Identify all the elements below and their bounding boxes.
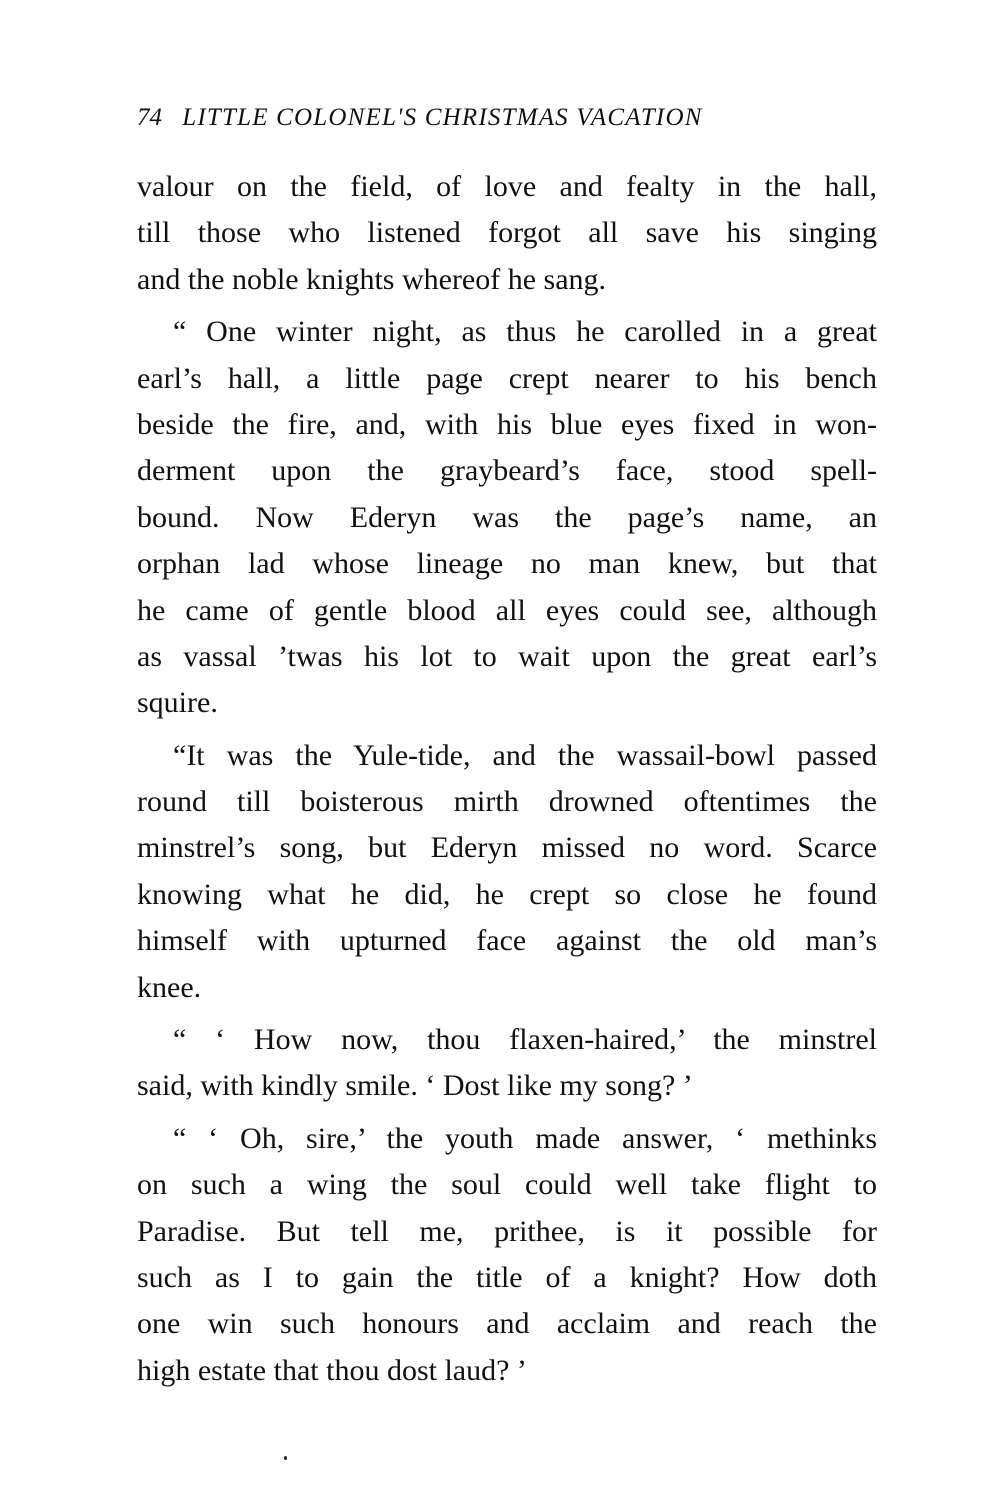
paragraph bbox=[137, 309, 877, 727]
paragraph bbox=[137, 1017, 877, 1110]
text-line: earl’s hall, a little page crept nearer to his bench bbox=[137, 361, 877, 395]
text-line: knowing what he did, he crept so close he found bbox=[137, 877, 877, 911]
text-line: high estate that thou dost laud? ’ bbox=[137, 1353, 527, 1387]
text-line: “It was the Yule-tide, and the wassail-bowl passed bbox=[173, 738, 877, 772]
ink-speck bbox=[284, 1456, 287, 1460]
running-title: LITTLE COLONEL'S CHRISTMAS VACATION bbox=[182, 104, 703, 131]
text-line: “ One winter night, as thus he carolled in a great bbox=[173, 315, 877, 349]
text-line: round till boisterous mirth drowned oftentimes the bbox=[137, 785, 877, 819]
body-text bbox=[137, 164, 877, 1394]
paragraph bbox=[137, 1116, 877, 1394]
text-line: “ ‘ How now, thou flaxen-haired,’ the minstrel bbox=[173, 1023, 877, 1057]
paragraph bbox=[137, 164, 877, 303]
text-line: valour on the field, of love and fealty in the hall, bbox=[137, 170, 877, 203]
text-line: orphan lad whose lineage no man knew, but that bbox=[137, 547, 877, 581]
paragraph bbox=[137, 733, 877, 1011]
text-line: one win such honours and acclaim and reach the bbox=[137, 1307, 877, 1341]
text-line: bound. Now Ederyn was the page’s name, an bbox=[137, 500, 877, 534]
text-line: Paradise. But tell me, prithee, is it possible for bbox=[137, 1214, 877, 1248]
running-head bbox=[137, 98, 877, 138]
text-line: himself with upturned face against the old man’s bbox=[137, 924, 877, 958]
text-line: said, with kindly smile. ‘ Dost like my song? ’ bbox=[137, 1069, 693, 1103]
text-line: such as I to gain the title of a knight? How doth bbox=[137, 1260, 877, 1294]
text-line: minstrel’s song, but Ederyn missed no word. Scarce bbox=[137, 831, 877, 865]
text-line: as vassal ’twas his lot to wait upon the great earl’s bbox=[137, 639, 877, 673]
text-line: derment upon the graybeard’s face, stood spell- bbox=[137, 454, 877, 488]
text-line: and the noble knights whereof he sang. bbox=[137, 262, 607, 296]
text-line: squire. bbox=[137, 686, 218, 720]
page-number: 74 bbox=[137, 104, 162, 131]
text-line: “ ‘ Oh, sire,’ the youth made answer, ‘ methinks bbox=[173, 1121, 877, 1155]
text-line: he came of gentle blood all eyes could see, although bbox=[137, 593, 877, 627]
text-line: on such a wing the soul could well take flight to bbox=[137, 1168, 877, 1202]
text-line: knee. bbox=[137, 970, 202, 1004]
text-line: till those who listened forgot all save his singing bbox=[137, 216, 877, 250]
text-line: beside the fire, and, with his blue eyes fixed in won- bbox=[137, 407, 877, 441]
